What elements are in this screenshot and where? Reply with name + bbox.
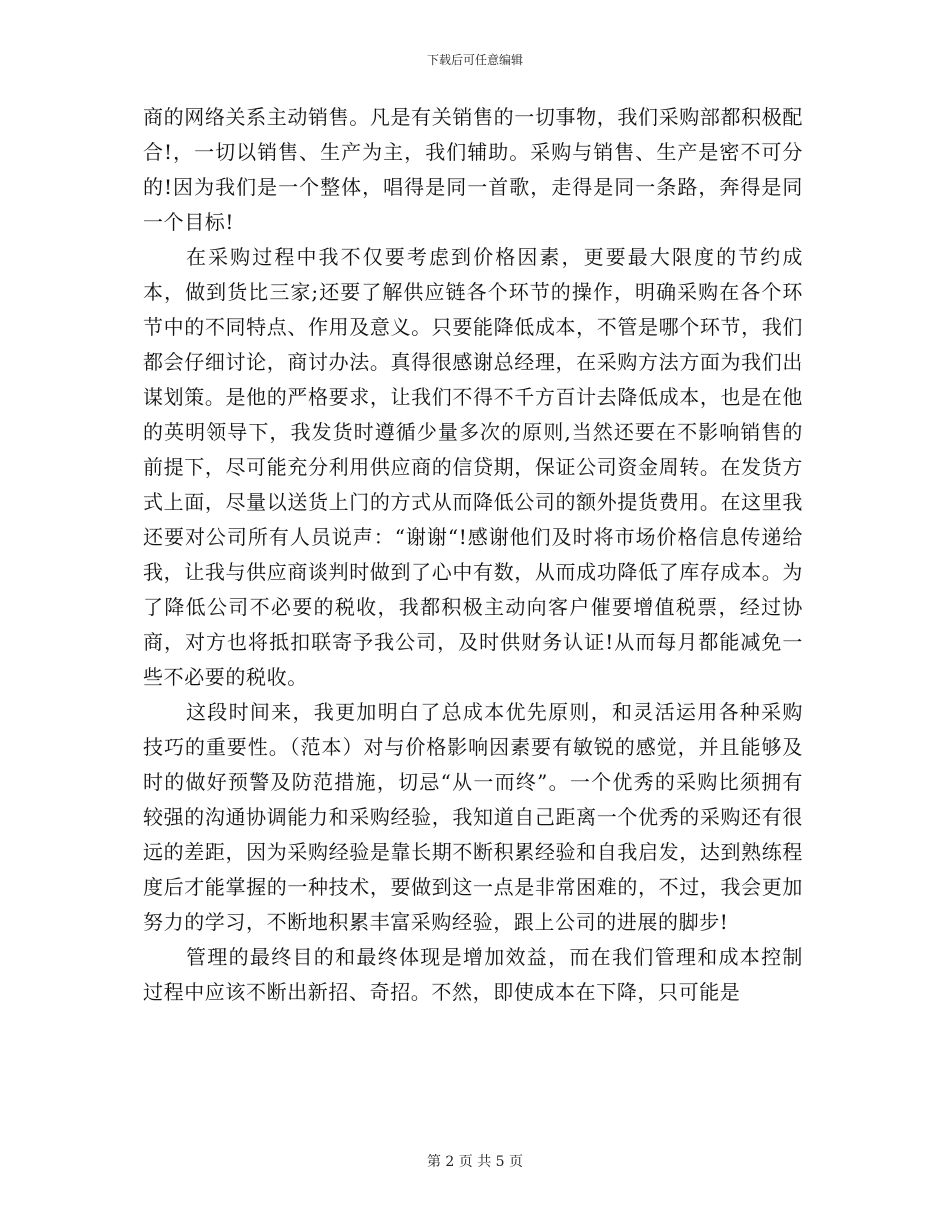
paragraph-management: 管理的最终目的和最终体现是增加效益，而在我们管理和成本控制过程中应该不断出新招、奇招。不然，即使成本在下降，只可能是	[143, 945, 803, 1004]
paragraph-experience: 这段时间来，我更加明白了总成本优先原则，和灵活运用各种采购技巧的重要性。（范本）对与价格影响因素要有敏锐的感觉，并且能够及时的做好预警及防范措施，切忌“从一而终”。一个优秀的采购比须拥有较强的沟通协调能力和采购经验，我知道自己距离一个优秀的采购还有很远的差距，因为采购经验是靠长期不断积累经验和自我启发，达到熟练程度后才能掌握的一种技术，要做到这一点是非常困难的，不过，我会更加努力的学习，不断地积累丰富采购经验，跟上公司的进展的脚步!	[143, 700, 803, 934]
document-body	[143, 100, 803, 1010]
paragraph-cost-saving: 在采购过程中我不仅要考虑到价格因素，更要最大限度的节约成本，做到货比三家;还要了解供应链各个环节的操作，明确采购在各个环节中的不同特点、作用及意义。只要能降低成本，不管是哪个环节，我们都会仔细讨论，商讨办法。真得很感谢总经理，在采购方法方面为我们出谋划策。是他的严格要求，让我们不得不千方百计去降低成本，也是在他的英明领导下，我发货时遵循少量多次的原则,当然还要在不影响销售的前提下，尽可能充分利用供应商的信贷期，保证公司资金周转。在发货方式上面，尽量以送货上门的方式从而降低公司的额外提货费用。在这里我还要对公司所有人员说声：“谢谢“!感谢他们及时将市场价格信息传递给我，让我与供应商谈判时做到了心中有数，从而成功降低了库存成本。为了降低公司不必要的税收，我都积极主动向客户催要增值税票，经过协商，对方也将抵扣联寄予我公司，及时供财务认证!从而每月都能减免一些不必要的税收。	[143, 245, 803, 689]
page-header: 下载后可任意编辑	[426, 53, 523, 67]
page-footer-page-number: 第 2 页 共 5 页	[426, 1154, 524, 1170]
paragraph-continued: 商的网络关系主动销售。凡是有关销售的一切事物，我们采购部都积极配合!，一切以销售、生产为主，我们辅助。采购与销售、生产是密不可分的!因为我们是一个整体，唱得是同一首歌，走得是同一条路，奔得是同一个目标!	[143, 105, 803, 234]
